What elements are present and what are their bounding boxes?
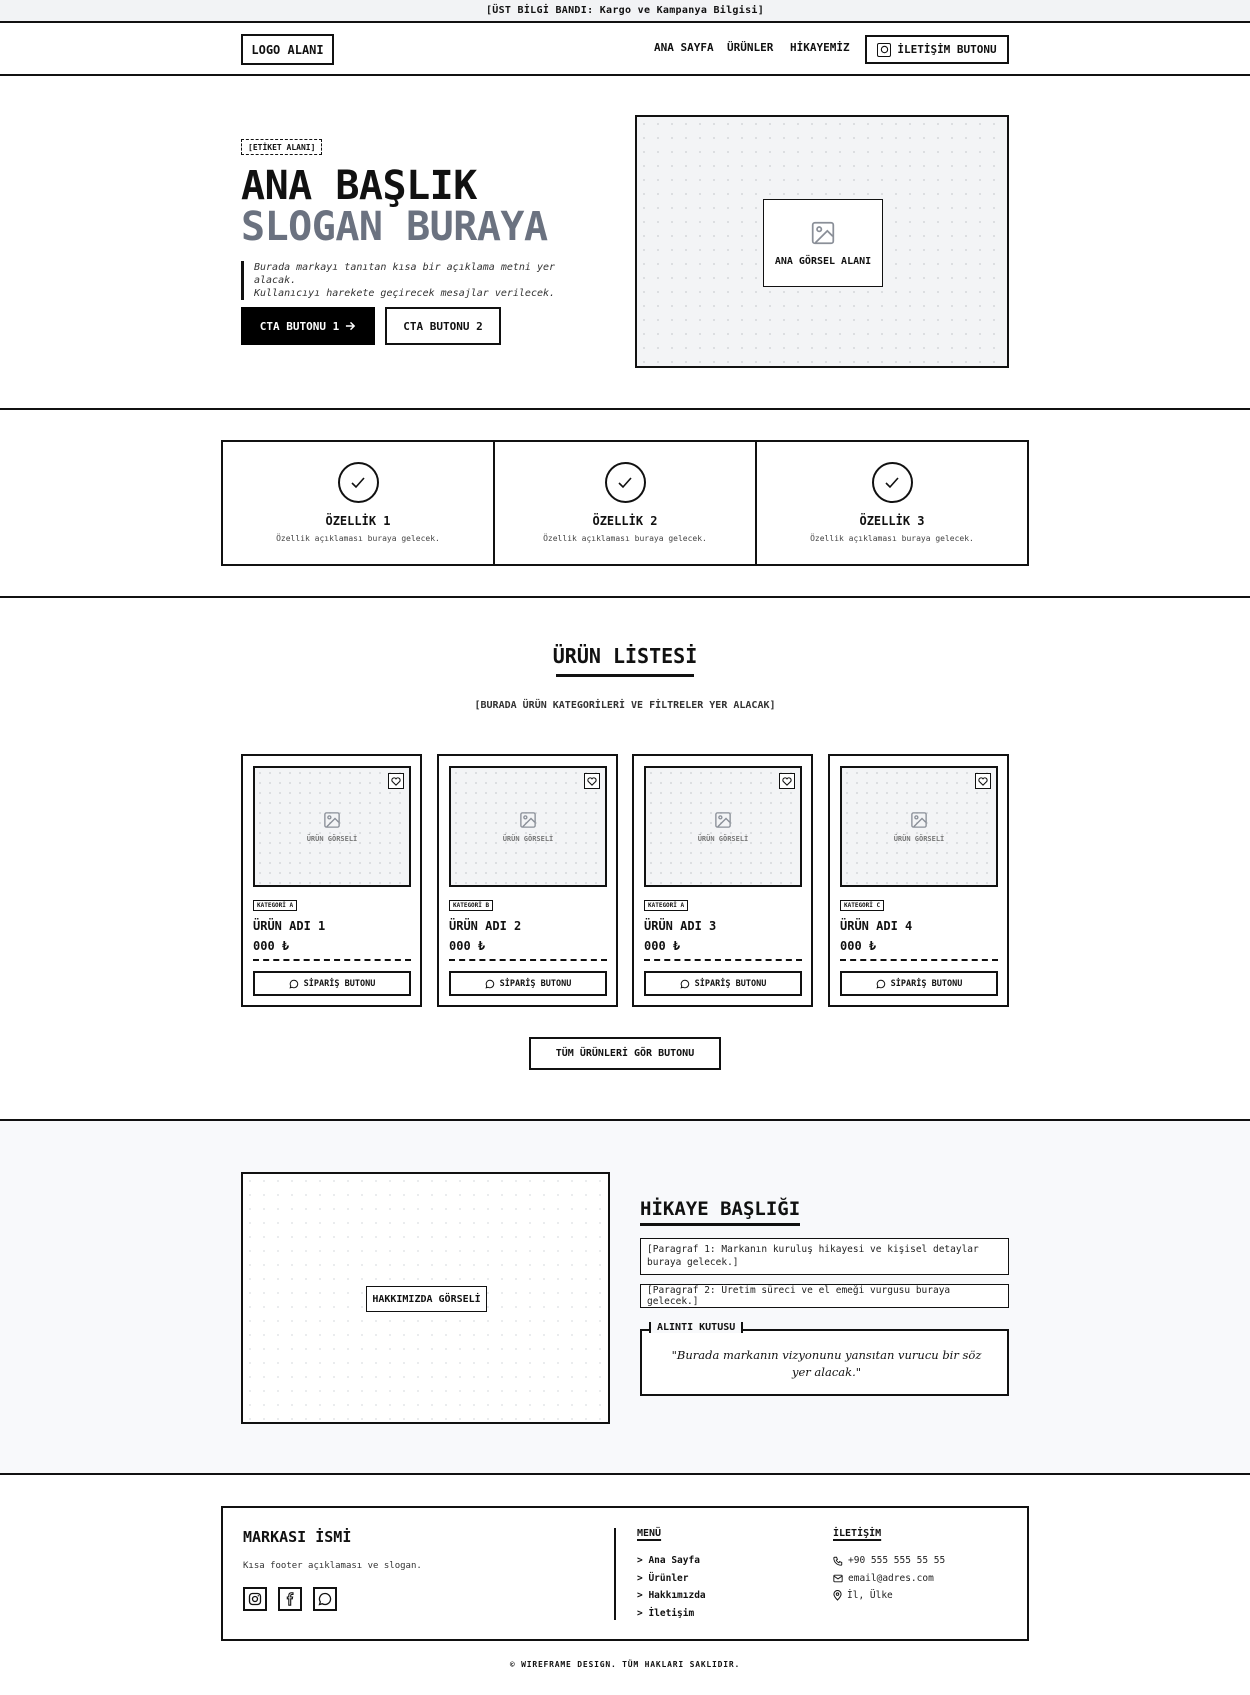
feature-title: ÖZELLİK 2 xyxy=(592,514,658,528)
footer-contact-title: İLETİŞİM xyxy=(833,1528,882,1539)
quote-box xyxy=(640,1322,1009,1396)
footer-phone-text: +90 555 555 55 55 xyxy=(848,1555,946,1566)
order-button[interactable] xyxy=(840,971,998,996)
cta-button-1-label: CTA BUTONU 1 xyxy=(259,319,340,333)
product-name: ÜRÜN ADI 3 xyxy=(644,919,717,933)
product-image xyxy=(253,766,411,887)
dashed-divider xyxy=(449,959,607,961)
map-pin-icon xyxy=(833,1590,842,1601)
footer-email-text: email@adres.com xyxy=(848,1573,934,1584)
hero-lead-line-1: Burada markayı tanıtan kısa bir açıklama metni yer alacak. xyxy=(254,262,556,286)
title-underline xyxy=(640,1223,800,1226)
feature-desc: Özellik açıklaması buraya gelecek. xyxy=(543,534,707,543)
heart-icon[interactable] xyxy=(975,773,991,789)
product-image-label: ÜRÜN GÖRSELİ xyxy=(502,834,554,843)
product-card[interactable] xyxy=(632,754,813,1007)
image-icon xyxy=(519,811,537,829)
feature-item xyxy=(757,442,1027,564)
footer-brand: MARKASI İSMİ xyxy=(243,1528,352,1546)
heart-icon[interactable] xyxy=(584,773,600,789)
heart-icon[interactable] xyxy=(779,773,795,789)
check-icon xyxy=(872,462,913,503)
order-button-label: SİPARİŞ BUTONU xyxy=(694,978,767,989)
section-divider xyxy=(0,1473,1250,1475)
product-name: ÜRÜN ADI 2 xyxy=(449,919,522,933)
product-name: ÜRÜN ADI 1 xyxy=(253,919,326,933)
product-image-label: ÜRÜN GÖRSELİ xyxy=(306,834,358,843)
feature-item xyxy=(223,442,495,564)
section-divider xyxy=(0,596,1250,598)
feature-title: ÖZELLİK 3 xyxy=(859,514,925,528)
footer-menu-home[interactable]: > Ana Sayfa xyxy=(637,1555,700,1566)
arrow-right-icon xyxy=(345,321,356,331)
image-icon xyxy=(910,811,928,829)
order-button[interactable] xyxy=(644,971,802,996)
chat-icon xyxy=(877,43,891,57)
order-button-label: SİPARİŞ BUTONU xyxy=(499,978,572,989)
product-price: 000 ₺ xyxy=(840,939,877,953)
footer-phone[interactable] xyxy=(833,1555,945,1566)
story-section xyxy=(0,1121,1250,1473)
product-card[interactable] xyxy=(828,754,1009,1007)
image-icon xyxy=(810,220,836,246)
footer-menu-products[interactable]: > Ürünler xyxy=(637,1573,689,1584)
product-name: ÜRÜN ADI 4 xyxy=(840,919,913,933)
chat-bubble-icon xyxy=(289,979,299,989)
cta-button-2[interactable]: CTA BUTONU 2 xyxy=(385,307,501,345)
hero-title: ANA BAŞLIK xyxy=(241,163,477,209)
check-icon xyxy=(338,462,379,503)
image-icon xyxy=(323,811,341,829)
feature-item xyxy=(495,442,757,564)
order-button[interactable] xyxy=(253,971,411,996)
dashed-divider xyxy=(644,959,802,961)
footer-location-text: İl, Ülke xyxy=(847,1590,893,1601)
nav-link-products[interactable]: ÜRÜNLER xyxy=(727,41,774,54)
product-image xyxy=(840,766,998,887)
feature-desc: Özellik açıklaması buraya gelecek. xyxy=(810,534,974,543)
all-products-button[interactable]: TÜM ÜRÜNLERİ GÖR BUTONU xyxy=(529,1037,721,1070)
top-info-bar xyxy=(0,0,1250,23)
facebook-icon[interactable] xyxy=(278,1587,302,1611)
about-image-label: HAKKIMIZDA GÖRSELİ xyxy=(366,1286,487,1312)
order-button-label: SİPARİŞ BUTONU xyxy=(890,978,963,989)
products-title: ÜRÜN LİSTESİ xyxy=(552,644,698,668)
section-divider xyxy=(0,408,1250,410)
hero-image-label: ANA GÖRSEL ALANI xyxy=(774,255,872,267)
product-price: 000 ₺ xyxy=(253,939,290,953)
footer-email[interactable] xyxy=(833,1573,934,1584)
dashed-divider xyxy=(253,959,411,961)
hero-slogan: SLOGAN BURAYA xyxy=(241,204,548,250)
site-header xyxy=(0,23,1250,76)
quote-text: "Burada markanın vizyonunu yansıtan vurucu bir söz yer alacak." xyxy=(671,1348,982,1379)
story-paragraph-2: [Paragraf 2: Üretim süreci ve el emeği vurgusu buraya gelecek.] xyxy=(640,1284,1009,1308)
product-category-badge: KATEGORİ B xyxy=(449,900,493,911)
title-underline xyxy=(556,674,694,677)
product-card[interactable] xyxy=(437,754,618,1007)
product-image xyxy=(449,766,607,887)
hero-image-placeholder xyxy=(763,199,883,287)
feature-desc: Özellik açıklaması buraya gelecek. xyxy=(276,534,440,543)
product-category-badge: KATEGORİ A xyxy=(253,900,297,911)
product-image-label: ÜRÜN GÖRSELİ xyxy=(893,834,945,843)
cta-button-1[interactable] xyxy=(241,307,375,345)
nav-link-story[interactable]: HİKAYEMİZ xyxy=(790,41,850,54)
heart-icon[interactable] xyxy=(388,773,404,789)
order-button[interactable] xyxy=(449,971,607,996)
product-price: 000 ₺ xyxy=(449,939,486,953)
product-image xyxy=(644,766,802,887)
footer-divider xyxy=(614,1528,616,1620)
logo[interactable]: LOGO ALANI xyxy=(241,34,334,65)
chat-bubble-icon xyxy=(680,979,690,989)
story-title: HİKAYE BAŞLIĞI xyxy=(640,1198,801,1220)
feature-title: ÖZELLİK 1 xyxy=(325,514,391,528)
dashed-divider xyxy=(840,959,998,961)
story-paragraph-1: [Paragraf 1: Markanın kuruluş hikayesi ve kişisel detaylar buraya gelecek.] xyxy=(640,1238,1009,1275)
hero-lead-line-2: Kullanıcıyı harekete geçirecek mesajlar verilecek. xyxy=(254,288,556,299)
footer-tagline: Kısa footer açıklaması ve slogan. xyxy=(243,1561,422,1571)
products-filter-placeholder: [BURADA ÜRÜN KATEGORİLERİ VE FİLTRELER YER ALACAK] xyxy=(474,700,776,711)
product-price: 000 ₺ xyxy=(644,939,681,953)
about-image xyxy=(241,1172,610,1424)
mail-icon xyxy=(833,1574,843,1583)
footer-menu-contact[interactable]: > İletişim xyxy=(637,1608,695,1619)
product-image-label: ÜRÜN GÖRSELİ xyxy=(697,834,749,843)
phone-icon xyxy=(833,1556,843,1566)
hero-lead xyxy=(241,261,581,300)
product-category-badge: KATEGORİ C xyxy=(840,900,884,911)
whatsapp-icon[interactable] xyxy=(313,1587,337,1611)
product-category-badge: KATEGORİ A xyxy=(644,900,688,911)
image-icon xyxy=(714,811,732,829)
copyright: © WIREFRAME DESIGN. TÜM HAKLARI SAKLIDIR. xyxy=(509,1660,741,1669)
site-footer xyxy=(221,1506,1029,1641)
quote-box-label: ALINTI KUTUSU xyxy=(649,1322,743,1333)
contact-button[interactable] xyxy=(865,35,1009,64)
footer-location xyxy=(833,1590,893,1601)
features-strip xyxy=(221,440,1029,566)
hero-image xyxy=(635,115,1009,368)
top-info-text: [ÜST BİLGİ BANDI: Kargo ve Kampanya Bilgisi] xyxy=(485,5,765,16)
contact-button-label: İLETİŞİM BUTONU xyxy=(897,43,997,56)
check-icon xyxy=(605,462,646,503)
order-button-label: SİPARİŞ BUTONU xyxy=(303,978,376,989)
nav-link-home[interactable]: ANA SAYFA xyxy=(654,41,714,54)
product-card[interactable] xyxy=(241,754,422,1007)
chat-bubble-icon xyxy=(876,979,886,989)
hero-tag: [ETİKET ALANI] xyxy=(241,139,322,155)
footer-menu-about[interactable]: > Hakkımızda xyxy=(637,1590,706,1601)
chat-bubble-icon xyxy=(485,979,495,989)
footer-menu-title: MENÜ xyxy=(637,1528,662,1539)
instagram-icon[interactable] xyxy=(243,1587,267,1611)
